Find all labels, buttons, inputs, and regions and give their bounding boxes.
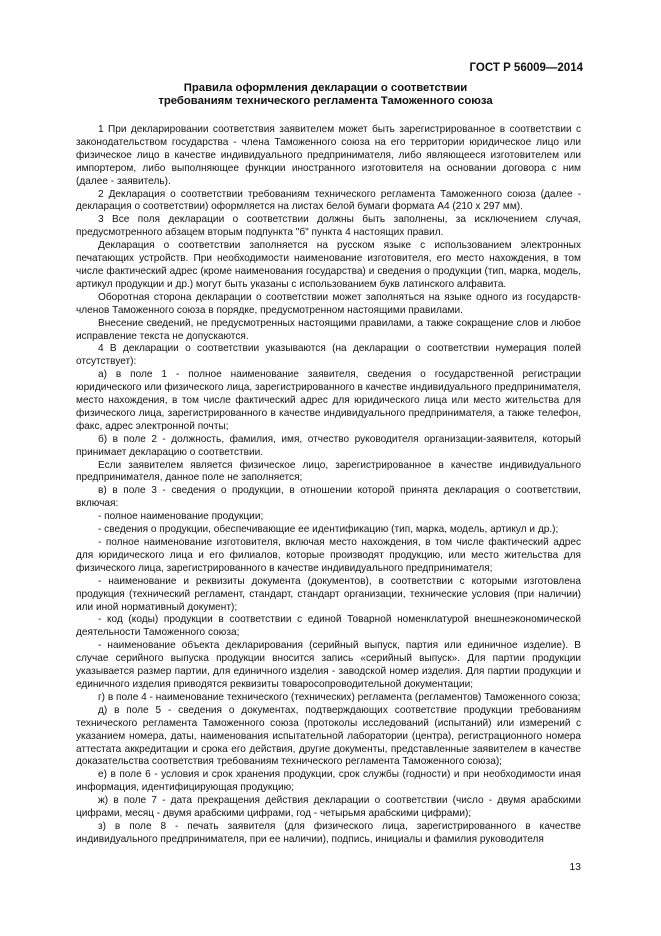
paragraph: - наименование и реквизиты документа (документов), в соответствии с которыми изготовлена продукция (технический регламент, стандарт, стандарт организации, технические условия (при наличии) или иной нормативный документ); [76,575,581,613]
paragraph: Декларация о соответствии заполняется на русском языке с использованием электронных печатающих устройств. При необходимости наименование изготовителя, его место нахождения, в том числе фактический адрес (кроме наименования государства) и сведения о продукции (тип, марка, модель, артикул продукции и др.) могут быть указаны с использованием букв латинского алфавита. [76,240,581,290]
document-body [76,124,581,847]
paragraph: 3 Все поля декларации о соответствии должны быть заполнены, за исключением случая, предусмотренного абзацем вторым подпункта "б" пункта 4 настоящих правил. [76,214,581,239]
paragraph: - сведения о продукции, обеспечивающие ее идентификацию (тип, марка, модель, артикул и др.); [98,524,559,536]
paragraph: з) в поле 8 - печать заявителя (для физического лица, зарегистрированного в качестве индивидуального предпринимателя, при ее наличии), подпись, инициалы и фамилия руководителя [76,820,581,845]
section-title-line-2: требованиям технического регламента Таможенного союза [158,95,493,107]
paragraph: в) в поле 3 - сведения о продукции, в отношении которой принята декларация о соответствии, включая: [76,485,581,510]
section-title [70,82,581,108]
section-title-line-1: Правила оформления декларации о соответствии [183,82,468,94]
paragraph: а) в поле 1 - полное наименование заявителя, сведения о государственной регистрации юридического или физического лица, зарегистрированного в качестве индивидуального предпринимателя, место нахождения, в том числе фактический адрес для юридического лица или место жительства для физического лица, зарегистрированного в качестве индивидуального предпринимателя, а также телефон, факс, адрес электронной почты; [76,369,581,432]
paragraph: б) в поле 2 - должность, фамилия, имя, отчество руководителя организации-заявителя, который принимает декларацию о соответствии. [76,433,581,458]
paragraph: е) в поле 6 - условия и срок хранения продукции, срок службы (годности) и при необходимости иная информация, идентифицирующая продукцию; [76,769,581,794]
paragraph: д) в поле 5 - сведения о документах, подтверждающих соответствие продукции требованиям технического регламента Таможенного союза (протоколы исследований (испытаний) или измерений с указанием номера, даты, наименования испытательной лаборатории (центра), регистрационного номера аттестата аккредитации и срока его действия, другие документы, представленные заявителем в качестве доказательства соответствия требованиям технического регламента Таможенного союза); [76,704,581,768]
paragraph: 1 При декларировании соответствия заявителем может быть зарегистрированное в соответствии с законодательством государства - члена Таможенного союза на его территории юридическое лицо или физическое лицо в качестве индивидуального предпринимателя, либо являющееся изготовителем или импортером, либо выполняющее функции иностранного изготовителя на основании договора с ним (далее - заявитель). [76,124,581,187]
paragraph: Внесение сведений, не предусмотренных настоящими правилами, а также сокращение слов и любое исправление текста не допускаются. [76,317,581,342]
page-number: 13 [569,861,581,873]
paragraph: Если заявителем является физическое лицо, зарегистрированное в качестве индивидуального предпринимателя, данное поле не заполняется; [76,459,581,484]
paragraph: ж) в поле 7 - дата прекращения действия декларации о соответствии (число - двумя арабскими цифрами, месяц - двумя арабскими цифрами, год - четырьмя арабскими цифрами); [76,795,581,820]
paragraph: - наименование объекта декларирования (серийный выпуск, партия или единичное изделие). В случае серийного выпуска продукции вносится запись «серийный выпуск». Для партии продукции указывается размер партии, для единичного изделия - заводской номер изделия. Для партии продукции и единичного изделия приводятся реквизиты товаросопроводительной документации; [76,640,581,690]
paragraph: - полное наименование продукции; [98,511,264,523]
standard-designation: ГОСТ Р 56009—2014 [469,62,583,74]
paragraph: 2 Декларация о соответствии требованиям технического регламента Таможенного союза (далее - декларация о соответствии) оформляется на листах белой бумаги формата А4 (210 x 297 мм). [76,188,581,213]
paragraph: г) в поле 4 - наименование технического (технических) регламента (регламентов) Таможенного союза; [98,691,581,703]
paragraph: 4 В декларации о соответствии указываются (на декларации о соответствии нумерация полей отсутствует): [76,343,581,368]
paragraph: - полное наименование изготовителя, включая место нахождения, в том числе фактический адрес для юридического лица и его филиалов, которые производят продукцию, или место жительства для физического лица, зарегистрированного в качестве индивидуального предпринимателя; [76,537,581,574]
paragraph: - код (коды) продукции в соответствии с единой Товарной номенклатурой внешнеэкономической деятельности Таможенного союза; [76,614,581,639]
paragraph: Оборотная сторона декларации о соответствии может заполняться на языке одного из государств-членов Таможенного союза в порядке, предусмотренном настоящими правилами. [76,291,581,316]
